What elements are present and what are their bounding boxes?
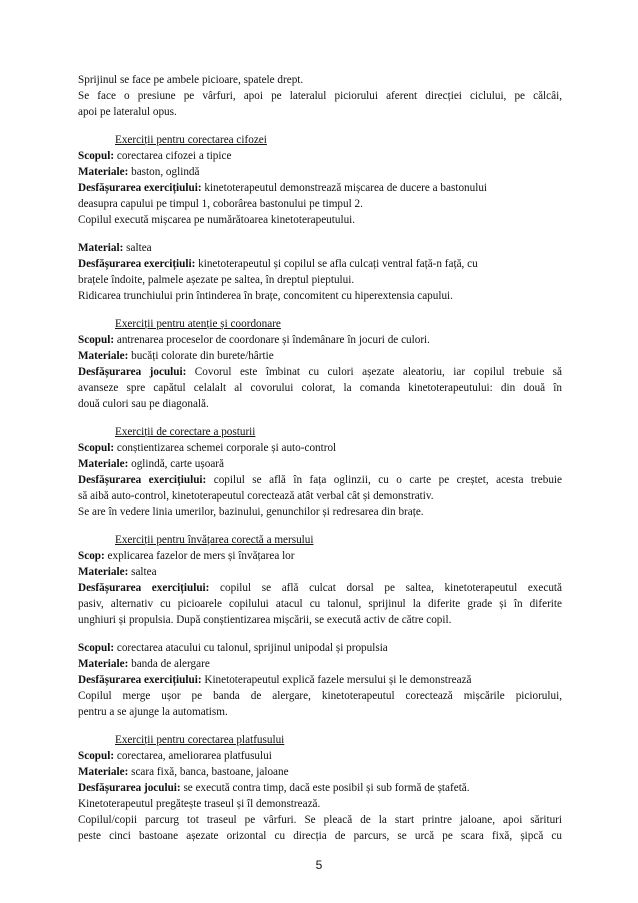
- document-page: [78, 72, 562, 844]
- field-label: Desfășurarea jocului:: [78, 782, 181, 794]
- line-text: Se face o presiune pe vârfuri, apoi pe lateralul piciorului aferent direcției ciclului, pe călcâi,: [78, 90, 562, 102]
- line-text: unghiuri și propulsia. După conștientizarea mișcării, se execută activ de către copil.: [78, 614, 452, 626]
- paragraph-gap: [78, 520, 562, 532]
- line-text: kinetoterapeutul demonstrează mișcarea de ducere a bastonului: [201, 182, 488, 194]
- text-line: [78, 364, 562, 380]
- section-heading: Exerciții pentru corectarea cifozei: [115, 134, 267, 146]
- text-line: [78, 288, 562, 304]
- field-label: Material:: [78, 242, 124, 254]
- text-line: [78, 212, 562, 228]
- paragraph-gap: [78, 228, 562, 240]
- text-line: [78, 88, 562, 104]
- text-line: [78, 688, 562, 704]
- text-line: [78, 748, 562, 764]
- line-text: banda de alergare: [128, 658, 210, 670]
- line-text: două culori sau pe diagonală.: [78, 398, 209, 410]
- field-label: Desfășurarea jocului:: [78, 366, 187, 378]
- text-line: [78, 580, 562, 596]
- line-text: antrenarea proceselor de coordonare și îndemânare în jocuri de culori.: [114, 334, 430, 346]
- text-line: [78, 796, 562, 812]
- text-line: [78, 472, 562, 488]
- field-label: Materiale:: [78, 350, 129, 362]
- line-text: avanseze spre capătul celalalt al covorului colorat, la comanda kinetoterapeutului: din două în: [78, 382, 562, 394]
- section-heading: Exerciții pentru atenție și coordonare: [115, 318, 281, 330]
- text-line: [78, 180, 562, 196]
- line-text: saltea: [123, 242, 152, 254]
- line-text: copilul se află în fața oglinzii, cu o carte pe creștet, acesta trebuie: [206, 474, 562, 486]
- line-text: corectarea atacului cu talonul, sprijinul unipodal și propulsia: [114, 642, 388, 654]
- field-label: Materiale:: [78, 658, 129, 670]
- text-line: [78, 504, 562, 520]
- text-line: [78, 596, 562, 612]
- line-text: explicarea fazelor de mers și învățarea lor: [104, 550, 295, 562]
- line-text: corectarea, ameliorarea platfusului: [114, 750, 272, 762]
- text-line: [78, 656, 562, 672]
- text-line: [78, 564, 562, 580]
- line-text: conștientizarea schemei corporale și auto-control: [114, 442, 337, 454]
- section-heading: Exerciții pentru corectarea platfusului: [115, 734, 285, 746]
- field-label: Scopul:: [78, 442, 115, 454]
- field-label: Desfășurarea exercițiului:: [78, 582, 210, 594]
- text-line: [78, 348, 562, 364]
- text-line: [78, 148, 562, 164]
- section-heading: Exerciții pentru învățarea corectă a mersului: [115, 534, 314, 546]
- field-label: Desfășurarea exercițiului:: [78, 182, 202, 194]
- text-line: [78, 704, 562, 720]
- paragraph-gap: [78, 120, 562, 132]
- line-text: se execută contra timp, dacă este posibil și sub formă de ștafetă.: [180, 782, 470, 794]
- line-text: Copilul merge ușor pe banda de alergare, kinetoterapeutul corectează mișcările piciorului,: [78, 690, 562, 702]
- text-line: [78, 812, 562, 828]
- line-text: pentru a se ajunge la automatism.: [78, 706, 228, 718]
- field-label: Desfășurarea exercițiului:: [78, 674, 202, 686]
- text-line: [78, 640, 562, 656]
- field-label: Desfășurarea exercițiuli:: [78, 258, 196, 270]
- text-line: [78, 612, 562, 628]
- field-label: Scopul:: [78, 750, 115, 762]
- line-text: scara fixă, banca, bastoane, jaloane: [128, 766, 289, 778]
- line-text: pasiv, alternativ cu picioarele copilului atacul cu talonul, sprijinul la diferite grade și în diferite: [78, 598, 562, 610]
- text-line: [78, 456, 562, 472]
- line-text: Ridicarea trunchiului prin întinderea în brațe, concomitent cu hiperextensia capului.: [78, 290, 453, 302]
- text-line: [78, 104, 562, 120]
- line-text: brațele îndoite, palmele așezate pe saltea, în dreptul pieptului.: [78, 274, 355, 286]
- text-line: [78, 548, 562, 564]
- paragraph-gap: [78, 304, 562, 316]
- line-text: oglindă, carte ușoară: [128, 458, 224, 470]
- line-text: să aibă auto-control, kinetoterapeutul corectează atât verbal cât și demonstrativ.: [78, 490, 434, 502]
- line-text: deasupra capului pe timpul 1, coborârea bastonului pe timpul 2.: [78, 198, 363, 210]
- text-line: [78, 380, 562, 396]
- line-text: Copilul/copii parcurg tot traseul pe vârfuri. Se pleacă de la start printre jaloane, apoi sărituri: [78, 814, 562, 826]
- text-line: [78, 780, 562, 796]
- line-text: saltea: [128, 566, 157, 578]
- paragraph-gap: [78, 628, 562, 640]
- line-text: Se are în vedere linia umerilor, bazinului, genunchilor și redresarea din brațe.: [78, 506, 424, 518]
- line-text: peste cinci bastoane așezate orizontal cu direcția de parcurs, se urcă pe scara fixă, șipcă cu: [78, 830, 562, 842]
- text-line: [78, 332, 562, 348]
- field-label: Scopul:: [78, 642, 115, 654]
- line-text: Covorul este îmbinat cu culori așezate aleatoriu, iar copilul trebuie să: [186, 366, 562, 378]
- page-number: 5: [315, 858, 323, 872]
- line-text: Kinetoterapeutul explică fazele mersului și le demonstrează: [201, 674, 472, 686]
- text-line: [78, 72, 562, 88]
- text-line: [78, 256, 562, 272]
- text-line: [78, 764, 562, 780]
- field-label: Materiale:: [78, 566, 129, 578]
- line-text: copilul se află culcat dorsal pe saltea, kinetoterapeutul execută: [209, 582, 562, 594]
- line-text: corectarea cifozei a tipice: [114, 150, 232, 162]
- paragraph-gap: [78, 720, 562, 732]
- section-heading: Exerciții de corectare a posturii: [115, 426, 256, 438]
- text-line: [78, 196, 562, 212]
- text-line: [78, 828, 562, 844]
- text-line: [78, 164, 562, 180]
- field-label: Scopul:: [78, 150, 115, 162]
- line-text: Sprijinul se face pe ambele picioare, spatele drept.: [78, 74, 304, 86]
- line-text: apoi pe lateralul opus.: [78, 106, 177, 118]
- paragraph-gap: [78, 412, 562, 424]
- line-text: baston, oglindă: [128, 166, 200, 178]
- text-line: [78, 272, 562, 288]
- line-text: Kinetoterapeutul pregătește traseul și îl demonstrează.: [78, 798, 321, 810]
- field-label: Materiale:: [78, 766, 129, 778]
- line-text: bucăți colorate din burete/hârtie: [128, 350, 274, 362]
- text-line: [78, 488, 562, 504]
- field-label: Desfășurarea exercițiului:: [78, 474, 207, 486]
- text-line: [78, 672, 562, 688]
- field-label: Scopul:: [78, 334, 115, 346]
- field-label: Scop:: [78, 550, 105, 562]
- text-line: [78, 440, 562, 456]
- field-label: Materiale:: [78, 458, 129, 470]
- line-text: Copilul execută mișcarea pe numărătoarea kinetoterapeutului.: [78, 214, 356, 226]
- field-label: Materiale:: [78, 166, 129, 178]
- text-line: [78, 396, 562, 412]
- text-line: [78, 240, 562, 256]
- line-text: kinetoterapeutul și copilul se afla culcați ventral față-n față, cu: [195, 258, 478, 270]
